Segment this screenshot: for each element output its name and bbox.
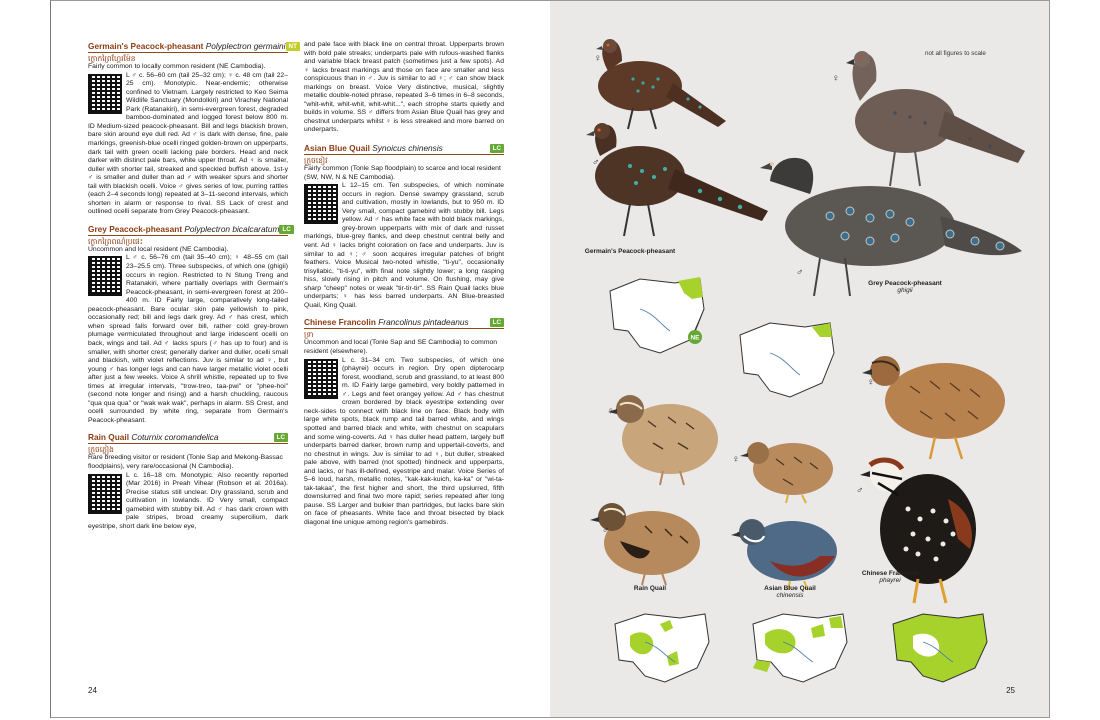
range-map-rain-quail [605, 606, 715, 686]
status-badge: NT [286, 42, 300, 51]
right-column [304, 41, 504, 535]
species-header [88, 223, 291, 236]
female-symbol: ♀ [732, 454, 740, 465]
qr-code-icon[interactable] [88, 256, 122, 296]
qr-code-icon[interactable] [304, 359, 338, 399]
status-badge: LC [279, 225, 293, 234]
male-symbol: ♂ [733, 529, 741, 540]
male-symbol: ♂ [796, 267, 804, 278]
khmer-name: ក្រួចខៀវ [304, 156, 328, 166]
species-entry-grey [88, 223, 291, 426]
khmer-name: ទ្រា [304, 330, 314, 340]
caption-germains [575, 248, 685, 255]
status-line: Uncommon and local resident (NE Cambodia). [88, 245, 229, 253]
left-column [88, 41, 297, 538]
male-symbol: ♂ [856, 485, 864, 496]
species-text: L c. 31–34 cm. Two subspecies, of which one (phayrei) occurs in region. Dry open dipterocarp forest, woodland, scrub and grassland, to at least 800 m. ID Fairly large gamebird, very boldly patterned in ♂. Legs and feet orangey yellow. Ad ♂ has chestnut crown bordered by black eyestripe extending over neck-sides to connect with black line on face. Black body with large white spots, black rump and tail barred white, and wings spotted and barred black and white, with chestnut on scapulars and some wing-coverts. Ad ♀ has duller head pattern, largely buff underparts barred darker, brown rump and uppertail-coverts, and no chestnut in wings. Juv is similar to ad ♀, but duller, streaked pale above, with barred (not spotted) hindneck and upperparts, and lacks, or has ill-defined, eyestripe and malar. Voice Series of 5–6 loud, harsh, metallic notes, "kak-kak-kuich, ka-ka" or "wi-ta-tak-takaa", the first higher and short, the third upslurred, fifth downslurred and final two more rapid; series repeated after long pause. SS Larger and bulkier than partridges, but lacks bare skin on face of pheasants. White face and throat bisected by black diagonal line unique among region's gamebirds. [304, 356, 504, 526]
page-number-right: 25 [1006, 686, 1015, 695]
range-map-chinese-francolin [883, 606, 993, 686]
status-line: Rare breeding visitor or resident (Tonle Sap and Mekong-Bassac floodplains), very rare/occasional (N Cambodia). [88, 454, 283, 471]
caption-text: Rain Quail [633, 585, 667, 592]
latin-name: Coturnix coromandelica [131, 432, 219, 443]
species-name [304, 317, 469, 327]
species-text: L ♂ c. 56–76 cm (tail 35–40 cm); ♀ 48–55 cm (tail 23–25.5 cm). Three subspecies, of which one (ghigii) occurs in region. Restricted to N Stung Treng and Ratanakiri, where partially overlaps with Germain's Peacock-pheasant, in semi-evergreen forest at 200–400 m. ID Fairly large, comparatively long-tailed peacock-pheasant. Bare ocular skin pale yellowish to pink, occasionally red; bill and legs dark grey. Ad ♂ has crest, which when spread falls forward over bill, rather cold grey-brown plumage vermiculated throughout and large iridescent ocelli on back, wings and tail. Ad ♂ lacks spurs (♂ has up to four) and is smaller, with shorter crest; generally darker and duller, ocelli small and blackish, with violet reflections. Juv is similar to ad ♀, but young ♂ has longer legs and can have larger metallic violet ocelli after just a few weeks. Voice A shrill whistle, repeated up to five times at irregular intervals, "trow-treo, taa-pwi" or "phee-hoi" (second note longer and rising) and a harsh chuckling, raucous "qua qua qua" or "wak wak wak", perhaps in alarm. SS Crest, and ocelli surrounded by white ring, separate from Germain's Peacock-pheasant. [88, 254, 288, 424]
caption-subspecies: ghigii [897, 287, 913, 294]
asian-blue-quail-male-illustration [730, 506, 840, 591]
caption-text: Germain's Peacock-pheasant [584, 248, 676, 255]
grey-peacock-pheasant-male-illustration [750, 146, 1025, 301]
common-name: Chinese Francolin [304, 317, 376, 328]
common-name: Grey Peacock-pheasant [88, 223, 183, 234]
common-name: Germain's Peacock-pheasant [88, 41, 204, 51]
female-symbol: ♀ [832, 73, 840, 84]
status-badge: LC [490, 318, 504, 327]
chinese-francolin-female-illustration [850, 341, 1030, 461]
species-entry-rain-quail [88, 432, 288, 531]
khmer-name: ក្ងោកព្រៃពណ៌ប្រផេះ [88, 236, 144, 246]
ne-badge: NE [690, 334, 700, 342]
female-symbol: ♀ [607, 406, 615, 417]
species-entry-chinese-francolin [304, 317, 504, 527]
species-header [304, 143, 504, 155]
caption-text: Asian Blue Quail [764, 585, 816, 592]
right-page [550, 0, 1050, 718]
species-name [88, 432, 219, 442]
species-text: L 12–15 cm. Ten subspecies, of which nominate occurs in region. Dense swampy grassland, scrub and cultivation, mostly in lowlands, but to 950 m. ID Very small, compact gamebird with stubby bill. Legs yellow. Ad ♂ has white face with bold black markings, grey-brown upperparts with mix of dark and russet markings, blue-grey flanks, and deep chestnut central belly and vent. Ad ♀ lacks bright coloration on face and underparts. Juv is similar to ad ♀; ♂ soon acquires irregular patches of bright feathers. Voice Musical two-noted whistle, "ti-yu", occasionally trisyllabic, "ti-ti-yu", with final note slightly lower; a long rasping hiss, slowly rising in pitch and volume. On flushing, may give sharp "cheep" notes or weak "tir-tir-tir". SS Rain Quail lacks blue underparts; ♀ has less barred underparts. AN Blue-breasted Quail, King Quail. [304, 182, 504, 309]
male-symbol: ♂ [592, 157, 600, 168]
female-symbol: ♀ [867, 377, 875, 388]
caption-chinese-francolin [850, 570, 930, 584]
caption-text: Grey Peacock-pheasant [868, 280, 942, 287]
status-badge: LC [274, 433, 288, 442]
species-header [88, 41, 297, 53]
common-name: Asian Blue Quail [304, 143, 370, 154]
khmer-name: ក្ងោកព្រៃហ្គែរម៉ែន [88, 54, 136, 63]
asian-blue-quail-female-illustration [738, 429, 838, 504]
status-line: Fairly common to locally common resident (NE Cambodia). [88, 63, 266, 70]
khmer-name: ក្រួចភ្លៀង [88, 445, 114, 455]
left-page [50, 0, 550, 718]
species-text: L c. 16–18 cm. Monotypic. Also recently reported (Mar 2016) in Preah Vihear (Robson et al. 2016a). Precise status still unclear. Dry grassland, scrub and cultivation in lowlands. ID Very small, compact gamebird with stubby bill. Ad ♂ has dark crown with pale stripes, broad creamy supercilium, dark eyestripe, short dark line below eye, [88, 471, 288, 530]
species-name [88, 224, 279, 234]
rain-quail-male-illustration [590, 491, 705, 586]
qr-code-icon[interactable] [88, 474, 122, 514]
caption-subspecies: phayrei [879, 577, 901, 584]
range-map-grey [730, 313, 840, 403]
species-header [304, 317, 504, 329]
range-map-asian-blue-quail [743, 606, 853, 686]
latin-name: Francolinus pintadeanus [378, 317, 469, 328]
latin-name: Polyplectron bicalcaratum [184, 223, 280, 234]
species-name [304, 143, 443, 153]
caption-grey [850, 280, 960, 294]
male-symbol: ♂ [602, 525, 610, 536]
qr-code-icon[interactable] [88, 74, 122, 114]
female-symbol: ♀ [594, 53, 602, 64]
common-name: Rain Quail [88, 432, 130, 443]
species-text: L ♂ c. 56–60 cm (tail 25–32 cm); ♀ c. 48 cm (tail 22–25 cm). Monotypic. Near-endemic; otherwise confined to Vietnam. Largely restricted to Keo Seima Wildlife Sanctuary (Mondolkiri) and Virachey National Park (Ratanakiri), in semi-evergreen forest, degraded bamboo-dominated and logged forest below 800 m. ID Medium-sized peacock-pheasant. Bill and legs blackish brown, bare skin around eye dull red. Ad ♂ is dark with dense, fine, pale markings, greenish-blue ocelli ringed golden-brown on upperparts, dark tail with green ocelli lacking pale borders. Head and neck darker with distinct pale bars, white upper throat. Ad ♀ is smaller, duller with shorter tail, streaked and speckled buffish above. 1st-y ♂ is smaller and duller than ad ♂ with weaker spurs and shorter tail with blackish ocelli. Voice ♂ gives series of low, purring rattles (each 2–4 seconds long) repeated at 3–11-second intervals, which shorten in alarm or response to rival. SS Lack of crest and outlined ocelli separate from Grey Peacock-pheasant. [88, 71, 288, 216]
caption-subspecies: chinensis [776, 592, 804, 599]
caption-asian-blue-quail [745, 585, 835, 599]
qr-code-icon[interactable] [304, 184, 338, 224]
status-line: Uncommon and local (Tonle Sap and SE Cambodia) to common resident (elsewhere). [304, 339, 498, 355]
scale-note: not all figures to scale [925, 50, 986, 57]
range-map-germains [600, 269, 710, 359]
species-header [88, 432, 288, 444]
germains-peacock-pheasant-male-illustration [580, 111, 770, 241]
caption-rain-quail [620, 585, 680, 592]
status-line: Fairly common (Tonle Sap floodplain) to scarce and local resident (SW, NW, N & NE Cambodia). [304, 165, 501, 181]
continued-text: and pale face with black line on central throat. Upperparts brown with bold pale streaks; underparts pale with rufous-washed flanks and variable black breast patch (sometimes just a few spots). Ad ♀ lacks breast markings and those on face are smaller and less conspicuous than in ♂. Juv is similar to ad ♀; ♂ can show black markings on breast. Voice Very distinctive, musical, slightly metallic double-noted phrase, repeated 3–6 times in 6–8 seconds, "whit-whit, whit-whit, whit-whit...", each strophe starts quietly and builds in volume. SS ♂ differs from Asian Blue Quail has grey and chestnut underparts whilst ♀ is less streaked and more barred on underparts. [304, 41, 504, 134]
species-entry-asian-blue-quail [304, 143, 504, 310]
latin-name: Synoicus chinensis [372, 143, 443, 154]
status-badge: LC [490, 144, 504, 153]
latin-name: Polyplectron germaini [205, 41, 286, 51]
species-name [88, 41, 286, 51]
rain-quail-female-illustration [608, 381, 723, 486]
species-entry-germains [88, 41, 297, 217]
page-number-left: 24 [88, 686, 97, 695]
caption-text: Chinese Francolin [861, 570, 919, 577]
